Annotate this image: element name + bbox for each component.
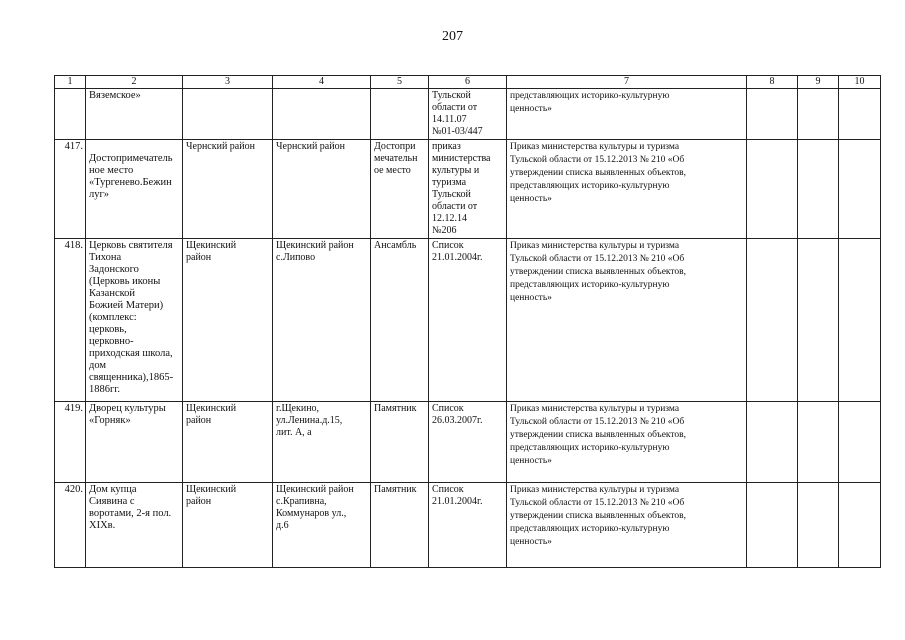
- source-document: Список 26.03.2007г.: [429, 402, 507, 483]
- source-document: приказ министерства культуры и туризма Тульской области от 12.12.14 №206: [429, 140, 507, 239]
- column-9-cell: [798, 239, 839, 402]
- object-name: Достопримечатель ное место «Тургенево.Бежин луг»: [86, 140, 183, 239]
- column-8-cell: [747, 89, 798, 140]
- object-type: [371, 89, 429, 140]
- column-9-cell: [798, 89, 839, 140]
- source-document: Список 21.01.2004г.: [429, 483, 507, 568]
- column-header: 10: [839, 76, 881, 89]
- table-row: [55, 402, 881, 483]
- column-10-cell: [839, 483, 881, 568]
- object-type: Достопри мечательн ое место: [371, 140, 429, 239]
- column-header: 6: [429, 76, 507, 89]
- address: Чернский район: [273, 140, 371, 239]
- column-10-cell: [839, 89, 881, 140]
- legal-document: Приказ министерства культуры и туризма Тульской области от 15.12.2013 № 210 «Об утверждении списка выявленных объектов, представляющих историко-культурную ценность»: [507, 402, 747, 483]
- legal-document: представляющих историко-культурную ценность»: [507, 89, 747, 140]
- source-document: Список 21.01.2004г.: [429, 239, 507, 402]
- column-header: 5: [371, 76, 429, 89]
- column-header: 9: [798, 76, 839, 89]
- address: [273, 89, 371, 140]
- address: г.Щекино, ул.Ленина.д.15, лит. А, а: [273, 402, 371, 483]
- object-name: Дом купца Сиявина с воротами, 2-я пол. XIXв.: [86, 483, 183, 568]
- object-type: Ансамбль: [371, 239, 429, 402]
- table-row: [55, 483, 881, 568]
- row-number: 420.: [55, 483, 86, 568]
- page-number: 207: [442, 29, 463, 44]
- column-9-cell: [798, 483, 839, 568]
- column-header: 1: [55, 76, 86, 89]
- column-8-cell: [747, 140, 798, 239]
- legal-document: Приказ министерства культуры и туризма Тульской области от 15.12.2013 № 210 «Об утверждении списка выявленных объектов, представляющих историко-культурную ценность»: [507, 483, 747, 568]
- column-header: 2: [86, 76, 183, 89]
- address: Щекинский район с.Липово: [273, 239, 371, 402]
- row-number: [55, 89, 86, 140]
- column-8-cell: [747, 402, 798, 483]
- district: Щекинский район: [183, 402, 273, 483]
- column-10-cell: [839, 140, 881, 239]
- address: Щекинский район с.Крапивна, Коммунаров ул., д.6: [273, 483, 371, 568]
- column-10-cell: [839, 239, 881, 402]
- row-number: 418.: [55, 239, 86, 402]
- object-type: Памятник: [371, 402, 429, 483]
- column-header: 3: [183, 76, 273, 89]
- column-10-cell: [839, 402, 881, 483]
- table-row: [55, 239, 881, 402]
- column-9-cell: [798, 402, 839, 483]
- row-number: 419.: [55, 402, 86, 483]
- column-9-cell: [798, 140, 839, 239]
- district: [183, 89, 273, 140]
- object-name: Дворец культуры «Горняк»: [86, 402, 183, 483]
- row-number: 417.: [55, 140, 86, 239]
- table-row: [55, 140, 881, 239]
- column-header: 8: [747, 76, 798, 89]
- heritage-registry-table: [54, 75, 881, 568]
- column-header: 7: [507, 76, 747, 89]
- column-number-row: [55, 76, 881, 89]
- object-name: Церковь святителя Тихона Задонского (Церковь иконы Казанской Божией Матери) (комплекс: церковь, церковно- приходская школа, дом священника),1865- 1886гг.: [86, 239, 183, 402]
- legal-document: Приказ министерства культуры и туризма Тульской области от 15.12.2013 № 210 «Об утверждении списка выявленных объектов, представляющих историко-культурную ценность»: [507, 239, 747, 402]
- column-8-cell: [747, 483, 798, 568]
- object-name: Вяземское»: [86, 89, 183, 140]
- table-row: [55, 89, 881, 140]
- column-header: 4: [273, 76, 371, 89]
- legal-document: Приказ министерства культуры и туризма Тульской области от 15.12.2013 № 210 «Об утверждении списка выявленных объектов, представляющих историко-культурную ценность»: [507, 140, 747, 239]
- column-8-cell: [747, 239, 798, 402]
- district: Щекинский район: [183, 483, 273, 568]
- object-type: Памятник: [371, 483, 429, 568]
- source-document: Тульской области от 14.11.07 №01-03/447: [429, 89, 507, 140]
- district: Щекинский район: [183, 239, 273, 402]
- district: Чернский район: [183, 140, 273, 239]
